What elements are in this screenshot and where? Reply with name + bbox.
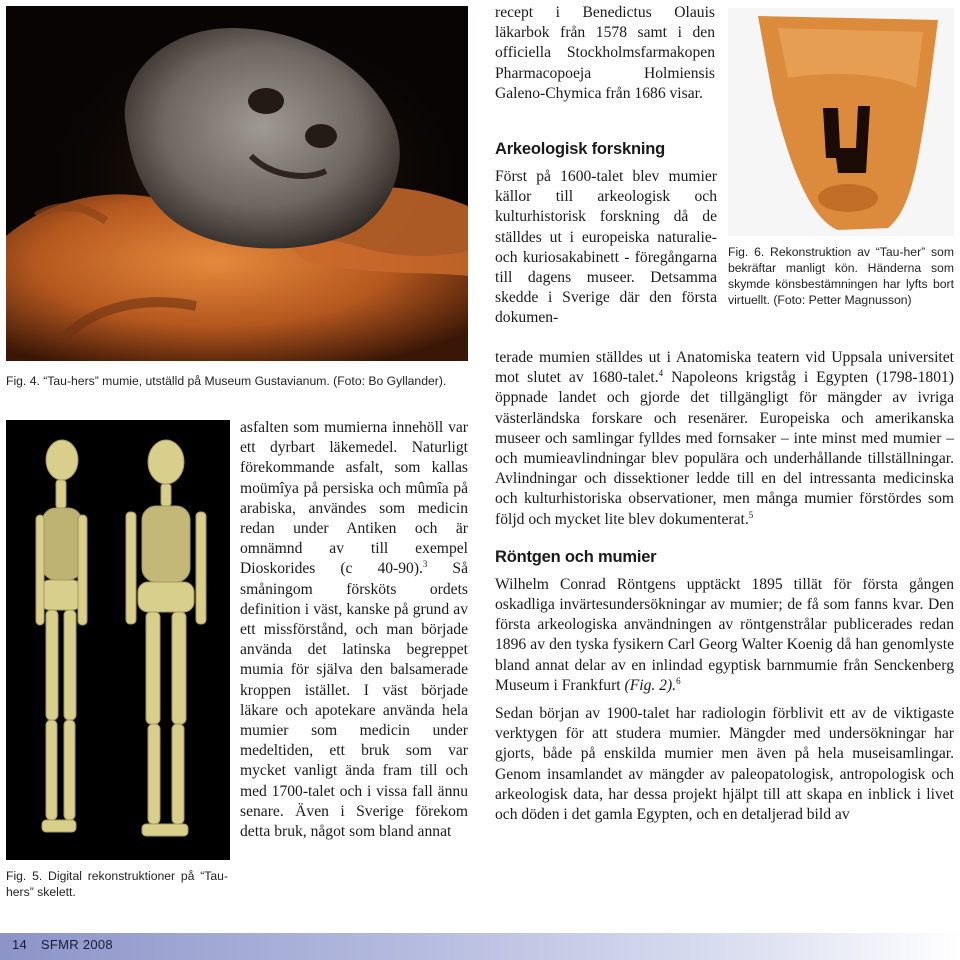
skeleton-illustration	[6, 420, 230, 860]
footnote-ref-3: 3	[422, 559, 428, 570]
archaeology-lead-text: Först på 1600-talet blev mumier källor till arkeologisk och kulturhistorisk forskning då de ställdes ut i europeiska naturalie- och kuriosakabinett - föregångarna till dagens museer. Detsamma skedde i Sverige där den första dokumen-	[495, 168, 717, 327]
archaeology-text-part2: Napoleons krigståg i Egypten (1798-1801) öppnade landet och gjorde det tillgängligt för mängder av ivriga västerländska forskare och resenärer. Europeiska och amerikanska museer och samlingar fylldes med fornsaker – inte minst med mumier – och mumieavlindningar blev populära och underhållande tillställningar. Avlindningar och dissektioner ledde till en del intressanta medicinska och kulturhistoriska observationer, men många mumier förstördes som följd och mycket lite blev dokumenterat.	[495, 369, 954, 528]
mummy-photo-illustration	[6, 6, 468, 361]
archaeology-section	[495, 140, 717, 329]
footer	[12, 937, 113, 952]
page-number: 14	[12, 937, 28, 952]
xray-text-part1: Wilhelm Conrad Röntgens upptäckt 1895 tillät för första gången oskadliga invärtesundersökningar av mumier; de få som fanns kvar. Den första arkeologiska användningen av röntgenstrålar publicerades redan 1896 av den tyska fysikern Carl Georg Walter Koenig då han genomlyste bland annat delar av en inlindad egyptisk barnmumie från Senckenberg Museum i Frankfurt	[495, 575, 954, 694]
right-main-column	[495, 348, 954, 825]
middle-text-part1: asfalten som mumierna innehöll var ett dyrbart läkemedel. Naturligt förekommande asfalt, som kallas moümîya på persiska och mûmîa på arabiska, användes som medicin redan under Antiken och är omnämnd av till exempel Dioskorides (c 40-90).	[240, 419, 468, 578]
fig6-caption: Fig. 6. Rekonstruktion av “Tau-her” som bekräftar manligt kön. Händerna som skymde könsbestämningen har lyfts bort virtuellt. (Foto: Petter Magnusson)	[728, 245, 954, 307]
reconstruction-illustration	[728, 8, 954, 236]
footnote-ref-6: 6	[676, 675, 681, 686]
skeleton-reconstruction-image	[6, 420, 230, 860]
fig5-caption: Fig. 5. Digital rekonstruktioner på “Tau-hers” skelett.	[6, 869, 228, 899]
footnote-ref-4: 4	[658, 368, 664, 379]
mummy-photo	[6, 6, 468, 361]
middle-column-text	[240, 418, 468, 842]
middle-text-part2: Så småningom försköts ordets definition i väst, kanske på grund av ett missförstånd, och man började använda det latinska begreppet mumia för själva den balsamerade kroppen istället. I väst började läkare och apotekare använda hela mumier som medicin under medeltiden, ett bruk som var mycket vanligt ända fram till och med 1700-talet och i vissa fall ännu senare. Även i Sverige förekom detta bruk, något som bland annat	[240, 560, 468, 841]
archaeology-continued-text	[495, 348, 954, 530]
xray-paragraph-1	[495, 575, 954, 696]
pelvis-reconstruction-image	[728, 8, 954, 236]
fig4-caption: Fig. 4. “Tau-hers” mumie, utställd på Museum Gustavianum. (Foto: Bo Gyllander).	[6, 374, 447, 388]
xray-heading: Röntgen och mumier	[495, 547, 657, 566]
footer-bar	[0, 933, 960, 960]
journal-name: SFMR 2008	[40, 937, 113, 952]
archaeology-heading: Arkeologisk forskning	[495, 140, 666, 158]
footnote-ref-5: 5	[748, 509, 754, 520]
xray-paragraph-2: Sedan början av 1900-talet har radiologin förblivit ett av de viktigaste verktygen för att studera mumier. Mängder med undersökningar har gjorts, både på enskilda mumier men även på hela museisamlingar. Genom insamlandet av mängder av paleopatologisk, antropologisk och arkeologisk data, har dessa projekt hjälpt till att skapa en inblick i livet och döden i det gamla Egypten, och en detaljerad bild av	[495, 705, 954, 824]
archaeology-text-part1: terade mumien ställdes ut i Anatomiska teatern vid Uppsala universitet mot slutet av 1680-talet.	[495, 349, 954, 387]
fig2-reference: (Fig. 2).	[624, 676, 677, 694]
right-top-text: recept i Benedictus Olauis läkarbok från 1578 samt i den officiella Stockholmsfarmakopen Pharmacopoeja Holmiensis Galeno-Chymica från 1686 visar.	[495, 4, 715, 102]
